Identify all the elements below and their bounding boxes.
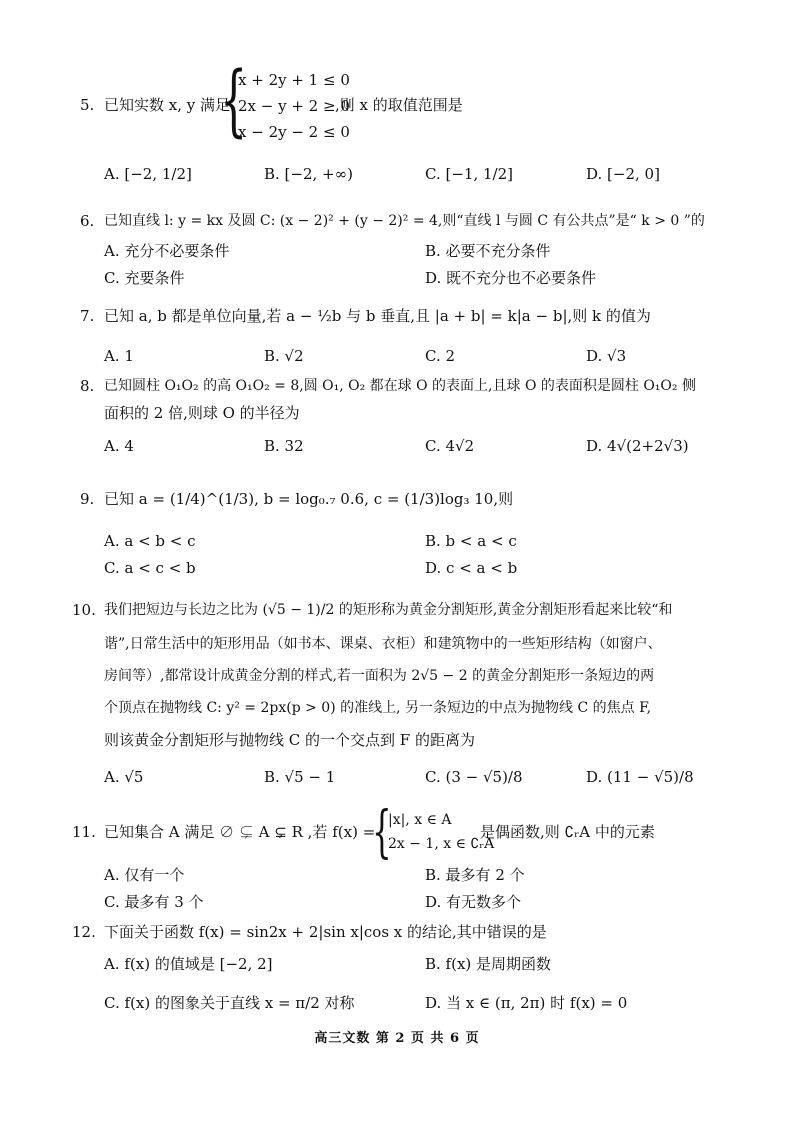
- q5-option-d: D. [−2, 0]: [586, 165, 660, 183]
- question-8-stem-line-2: 面积的 2 倍,则球 O 的半径为: [104, 404, 300, 422]
- q9-option-c: C. a < c < b: [104, 559, 196, 577]
- q11-option-a: A. 仅有一个: [104, 866, 185, 884]
- q9-option-a: A. a < b < c: [104, 532, 196, 550]
- q5-inequality-2: 2x − y + 2 ≥ 0: [238, 97, 350, 115]
- q8-option-a: A. 4: [104, 437, 134, 455]
- q8-option-b: B. 32: [264, 437, 304, 455]
- q11-option-c: C. 最多有 3 个: [104, 893, 204, 911]
- question-6-number: 6.: [80, 212, 95, 230]
- question-12-stem: 下面关于函数 f(x) = sin2x + 2|sin x|cos x 的结论,其中错误的是: [104, 923, 547, 941]
- q10-option-d: D. (11 − √5)/8: [586, 768, 694, 786]
- question-5-number: 5.: [80, 96, 95, 114]
- question-5-stem-b: ,则 x 的取值范围是: [335, 96, 463, 114]
- cases-brace: {: [372, 800, 392, 865]
- question-6-stem: 已知直线 l: y = kx 及圆 C: (x − 2)² + (y − 2)² = 4,则“直线 l 与圆 C 有公共点”是“ k > 0 ”的: [104, 213, 705, 229]
- system-brace: {: [220, 56, 248, 146]
- q11-option-b: B. 最多有 2 个: [425, 866, 525, 884]
- q8-option-c: C. 4√2: [425, 437, 475, 455]
- q5-option-c: C. [−1, 1/2]: [425, 165, 513, 183]
- q6-option-b: B. 必要不充分条件: [425, 242, 551, 260]
- q5-option-a: A. [−2, 1/2]: [104, 165, 192, 183]
- q5-option-b: B. [−2, +∞): [264, 165, 353, 183]
- page-footer: 高三文数 第 2 页 共 6 页: [314, 1031, 480, 1046]
- question-9-number: 9.: [80, 490, 95, 508]
- q8-option-d: D. 4√(2+2√3): [586, 437, 689, 455]
- q9-option-b: B. b < a < c: [425, 532, 517, 550]
- q6-option-c: C. 充要条件: [104, 269, 185, 287]
- q11-case-2: 2x − 1, x ∈ ∁ᵣA: [388, 836, 495, 852]
- q10-option-a: A. √5: [104, 768, 144, 786]
- question-7-stem: 已知 a, b 都是单位向量,若 a − ½b 与 b 垂直,且 |a + b| = k|a − b|,则 k 的值为: [104, 307, 651, 325]
- question-10-number: 10.: [72, 601, 96, 619]
- q6-option-a: A. 充分不必要条件: [104, 242, 230, 260]
- question-10-stem-line-4: 个顶点在抛物线 C: y² = 2px(p > 0) 的准线上, 另一条短边的中点为抛物线 C 的焦点 F,: [104, 700, 652, 716]
- q9-option-d: D. c < a < b: [425, 559, 518, 577]
- q10-option-b: B. √5 − 1: [264, 768, 336, 786]
- question-10-stem-line-2: 谐”,日常生活中的矩形用品（如书本、课桌、衣柜）和建筑物中的一些矩形结构（如窗户、: [104, 636, 662, 652]
- question-10-stem-line-3: 房间等）,都常设计成黄金分割的样式,若一面积为 2√5 − 2 的黄金分割矩形一条短边的两: [104, 668, 655, 684]
- q12-option-a: A. f(x) 的值域是 [−2, 2]: [104, 955, 273, 973]
- question-7-number: 7.: [80, 307, 95, 325]
- q12-option-b: B. f(x) 是周期函数: [425, 955, 552, 973]
- question-5-stem-a: 已知实数 x, y 满足: [104, 96, 231, 114]
- q7-option-b: B. √2: [264, 347, 304, 365]
- question-11-stem-b: 是偶函数,则 ∁ᵣA 中的元素: [480, 823, 655, 841]
- question-12-number: 12.: [72, 923, 96, 941]
- question-8-stem-line-1: 已知圆柱 O₁O₂ 的高 O₁O₂ = 8,圆 O₁, O₂ 都在球 O 的表面上,且球 O 的表面积是圆柱 O₁O₂ 侧: [104, 378, 696, 394]
- q12-option-d: D. 当 x ∈ (π, 2π) 时 f(x) = 0: [425, 994, 628, 1012]
- q7-option-a: A. 1: [104, 347, 134, 365]
- question-10-stem-line-1: 我们把短边与长边之比为 (√5 − 1)/2 的矩形称为黄金分割矩形,黄金分割矩形看起来比较“和: [104, 602, 673, 618]
- q10-option-c: C. (3 − √5)/8: [425, 768, 523, 786]
- question-10-stem-line-5: 则该黄金分割矩形与抛物线 C 的一个交点到 F 的距离为: [104, 731, 475, 749]
- question-8-number: 8.: [80, 377, 95, 395]
- q5-inequality-3: x − 2y − 2 ≤ 0: [238, 123, 350, 141]
- question-11-stem-a: 已知集合 A 满足 ∅ ⊊ A ⊊ R ,若 f(x) =: [104, 823, 376, 841]
- q12-option-c: C. f(x) 的图象关于直线 x = π/2 对称: [104, 994, 355, 1012]
- q7-option-c: C. 2: [425, 347, 456, 365]
- q11-case-1: |x|, x ∈ A: [388, 812, 452, 828]
- question-11-number: 11.: [72, 823, 96, 841]
- question-9-stem: 已知 a = (1/4)^(1/3), b = log₀.₇ 0.6, c = (1/3)log₃ 10,则: [104, 490, 514, 508]
- q7-option-d: D. √3: [586, 347, 627, 365]
- q6-option-d: D. 既不充分也不必要条件: [425, 269, 597, 287]
- q5-inequality-1: x + 2y + 1 ≤ 0: [238, 71, 350, 89]
- q11-option-d: D. 有无数多个: [425, 893, 522, 911]
